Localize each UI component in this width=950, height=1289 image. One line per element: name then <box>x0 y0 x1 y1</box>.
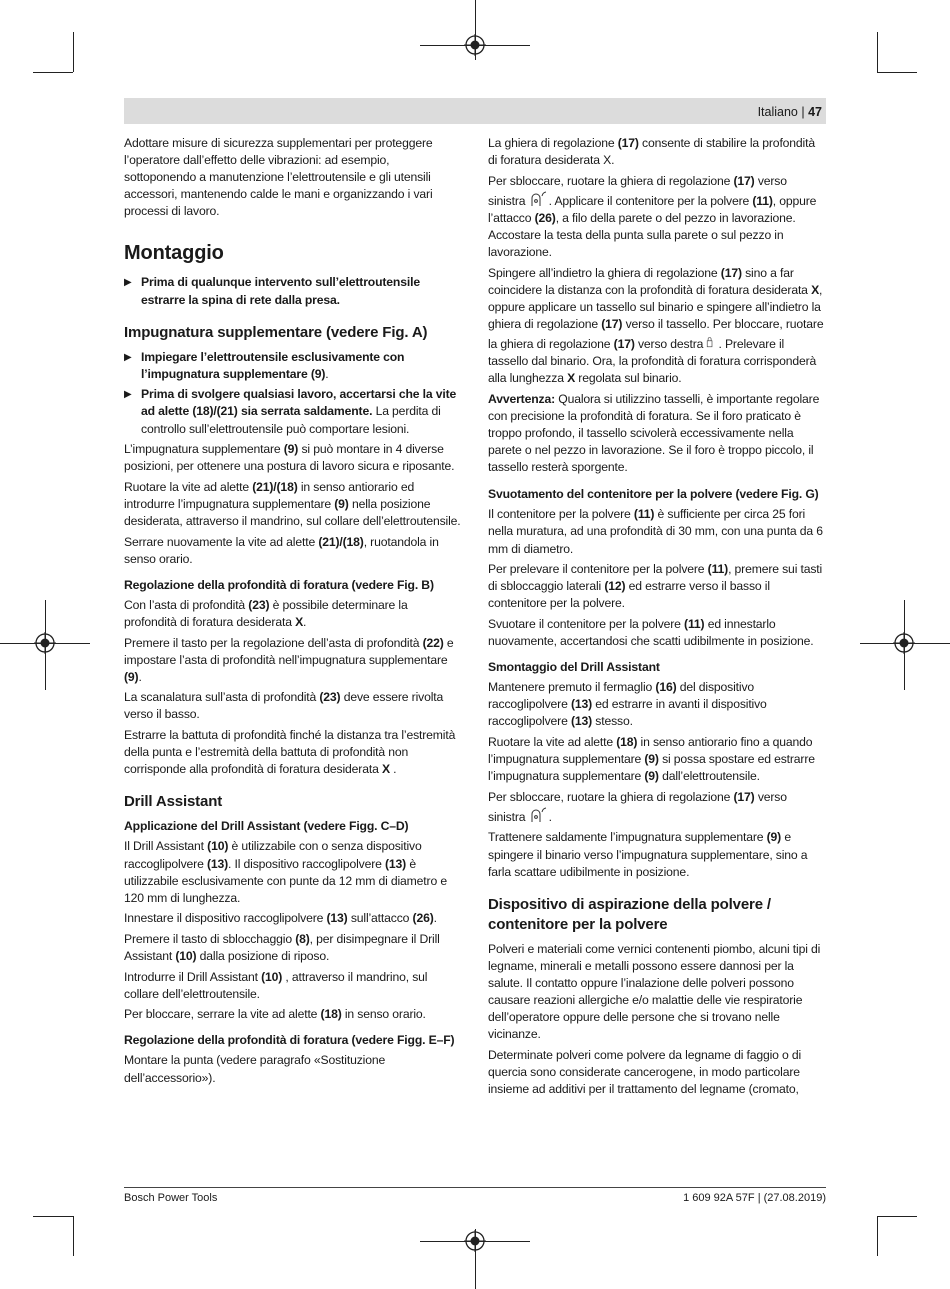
paragraph: Svuotare il contenitore per la polvere (11) ed innestarlo nuovamente, accertandosi che scatti udibilmente in posizione. <box>488 616 814 649</box>
subsection-title-applicazione: Applicazione del Drill Assistant (vedere Figg. C–D) <box>124 819 409 834</box>
warning-bullet: ▶ Prima di qualunque intervento sull’elettroutensile estrarre la spina di rete dalla presa. <box>124 275 420 307</box>
crop-mark <box>877 1216 917 1217</box>
footer-divider <box>124 1187 826 1188</box>
crop-mark <box>877 1216 878 1256</box>
lock-icon <box>706 333 718 351</box>
paragraph: L’impugnatura supplementare (9) si può montare in 4 diverse posizioni, per ottenere una postura di lavoro sicura e riposante. <box>124 442 455 474</box>
paragraph: Mantenere premuto il fermaglio (16) del dispositivo raccoglipolvere (13) ed estrarre in avanti il dispositivo raccoglipolvere (13) stesso. <box>488 680 767 729</box>
page-number: 47 <box>808 105 822 119</box>
registration-target-icon <box>34 632 56 654</box>
paragraph: La scanalatura sull’asta di profondità (23) deve essere rivolta verso il basso. <box>124 690 444 722</box>
page-header <box>758 104 822 120</box>
paragraph: Trattenere saldamente l’impugnatura supplementare (9) e spingere il binario verso l’impugnatura supplementare, sino a farla scattare udibilmente in posizione. <box>488 830 808 879</box>
footer-brand: Bosch Power Tools <box>124 1192 218 1204</box>
header-separator: | <box>797 105 809 119</box>
crop-mark <box>33 1216 73 1217</box>
paragraph: Per prelevare il contenitore per la polvere (11), premere sui tasti di sbloccaggio laterali (12) ed estrarre verso il basso il contenitore per la polvere. <box>488 562 823 611</box>
subsection-title-smontaggio: Smontaggio del Drill Assistant <box>488 660 660 675</box>
bullet-arrow-icon: ▶ <box>124 389 132 401</box>
crop-mark <box>877 72 917 73</box>
paragraph: Avvertenza: Qualora si utilizzino tasselli, è importante regolare con precisione la profondità di foratura. Se il foro praticato è troppo profondo, il tassello scivolerà eccessivamente nella parete o nel pezzo in lavorazione. Se il foro è troppo piccolo, il tassello resterà sporgente. <box>488 391 820 475</box>
crop-mark <box>73 1216 74 1256</box>
footer-doc-id: 1 609 92A 57F | (27.08.2019) <box>683 1192 826 1204</box>
section-title-drill-assistant: Drill Assistant <box>124 793 223 811</box>
header-bar <box>124 98 826 124</box>
paragraph: Premere il tasto di sblocchaggio (8), per disimpegnare il Drill Assistant (10) dalla posizione di riposo. <box>124 931 440 963</box>
paragraph: Serrare nuovamente la vite ad alette (21)/(18), ruotandola in senso orario. <box>124 534 439 566</box>
paragraph: Estrarre la battuta di profondità finché la distanza tra l’estremità della punta e l’estremità della battuta di profondità non corrisponde alla profondità di foratura desiderata X . <box>124 728 456 777</box>
warning-bullet: ▶ Prima di svolgere qualsiasi lavoro, accertarsi che la vite ad alette (18)/(21) sia serrata saldamente. La perdita di controllo sull’elettroutensile può comportare lesioni. <box>124 387 457 436</box>
paragraph: Montare la punta (vedere paragrafo «Sostituzione dell’accessorio»). <box>124 1053 386 1085</box>
paragraph: La ghiera di regolazione (17) consente di stabilire la profondità di foratura desiderata X. <box>488 136 815 168</box>
registration-target-icon <box>893 632 915 654</box>
paragraph: Per bloccare, serrare la vite ad alette (18) in senso orario. <box>124 1007 426 1022</box>
section-title-montaggio: Montaggio <box>124 242 224 265</box>
paragraph: Adottare misure di sicurezza supplementari per proteggere l’operatore dall’effetto delle vibrazioni: ad esempio, sottoponendo a manutenzione l’elettroutensile e gli utensili accessori, mantenendo calde le mani e organizzando i vari processi di lavoro. <box>124 136 433 219</box>
paragraph: Premere il tasto per la regolazione dell’asta di profondità (22) e impostare l’asta di profondità nell’impugnatura supplementare (9). <box>124 635 454 684</box>
unlock-rotate-icon <box>529 190 549 208</box>
subsection-title-profondita: Regolazione della profondità di foratura (vedere Fig. B) <box>124 577 434 592</box>
header-language: Italiano <box>757 105 798 119</box>
crop-mark <box>73 32 74 72</box>
crop-mark <box>877 32 878 72</box>
left-column <box>124 135 462 1090</box>
section-title-impugnatura: Impugnatura supplementare (vedere Fig. A) <box>124 323 428 341</box>
registration-target-icon <box>464 34 486 56</box>
paragraph: Il Drill Assistant (10) è utilizzabile con o senza dispositivo raccoglipolvere (13). Il dispositivo raccoglipolvere (13) è utilizzabile esclusivamente con punte da 12 mm di diametro e 120 mm di lunghezza. <box>124 839 447 905</box>
paragraph: Innestare il dispositivo raccoglipolvere (13) sull’attacco (26). <box>124 911 437 926</box>
paragraph: Il contenitore per la polvere (11) è sufficiente per circa 25 fori nella muratura, ad una profondità di 30 mm, con una punta da 6 mm di diametro. <box>488 507 823 556</box>
crop-mark <box>33 72 73 73</box>
paragraph: Ruotare la vite ad alette (18) in senso antiorario fino a quando l’impugnatura supplementare (9) si possa spostare ed estrarre l’impugnatura supplementare (9) dall’elettroutensile. <box>488 735 815 784</box>
paragraph: Per sbloccare, ruotare la ghiera di regolazione (17) verso sinistra . Applicare il contenitore per la polvere (11), oppure l’attacco (26), a filo della parete o del pezzo in lavorazione. Accostare la testa della punta sulla parete o sul pezzo in lavorazione. <box>488 173 817 260</box>
registration-target-icon <box>464 1230 486 1252</box>
subsection-title-regolazione-ef: Regolazione della profondità di foratura (vedere Figg. E–F) <box>124 1033 455 1048</box>
warning-bullet: ▶ Impiegare l’elettroutensile esclusivamente con l’impugnatura supplementare (9). <box>124 349 405 381</box>
bullet-arrow-icon: ▶ <box>124 351 132 363</box>
right-column <box>488 135 826 1102</box>
paragraph: Determinate polveri come polvere da legname di faggio o di quercia sono considerate cancerogene, in modo particolare insieme ad additivi per il trattamento del legname (cromato, <box>488 1047 802 1096</box>
paragraph: Per sbloccare, ruotare la ghiera di regolazione (17) verso sinistra . <box>488 789 787 824</box>
paragraph: Introdurre il Drill Assistant (10) , attraverso il mandrino, sul collare dell’elettroutensile. <box>124 969 428 1001</box>
paragraph: Spingere all’indietro la ghiera di regolazione (17) sino a far coincidere la distanza con la profondità di foratura desiderata X, oppure applicare un tassello sul binario e spingere all’indietro la ghiera di regolazione (17) verso il tassello. Per bloccare, ruotare la ghiera di regolazione (17) verso destra . Prelevare il tassello dal binario. Ora, la profondità di foratura corrisponderà alla lunghezza X regolata sul binario. <box>488 265 824 386</box>
unlock-rotate-icon <box>529 806 549 824</box>
section-title-dispositivo: Dispositivo di aspirazione della polvere / contenitore per la polvere <box>488 895 771 933</box>
subsection-title-svuotamento: Svuotamento del contenitore per la polvere (vedere Fig. G) <box>488 487 819 502</box>
bullet-arrow-icon: ▶ <box>124 277 132 289</box>
paragraph: Polveri e materiali come vernici contenenti piombo, alcuni tipi di legname, minerali e metalli possono essere dannosi per la salute. Il contatto oppure l’inalazione delle polveri possono causare reazioni allergiche e/o malattie delle vie respiratorie dell’operatore oppure delle persone che si trovano nelle vicinanze. <box>488 941 821 1042</box>
paragraph: Ruotare la vite ad alette (21)/(18) in senso antiorario ed introdurre l’impugnatura supplementare (9) nella posizione desiderata, attraverso il mandrino, sul collare dell’elettroutensile. <box>124 479 461 528</box>
paragraph: Con l’asta di profondità (23) è possibile determinare la profondità di foratura desiderata X. <box>124 597 408 629</box>
